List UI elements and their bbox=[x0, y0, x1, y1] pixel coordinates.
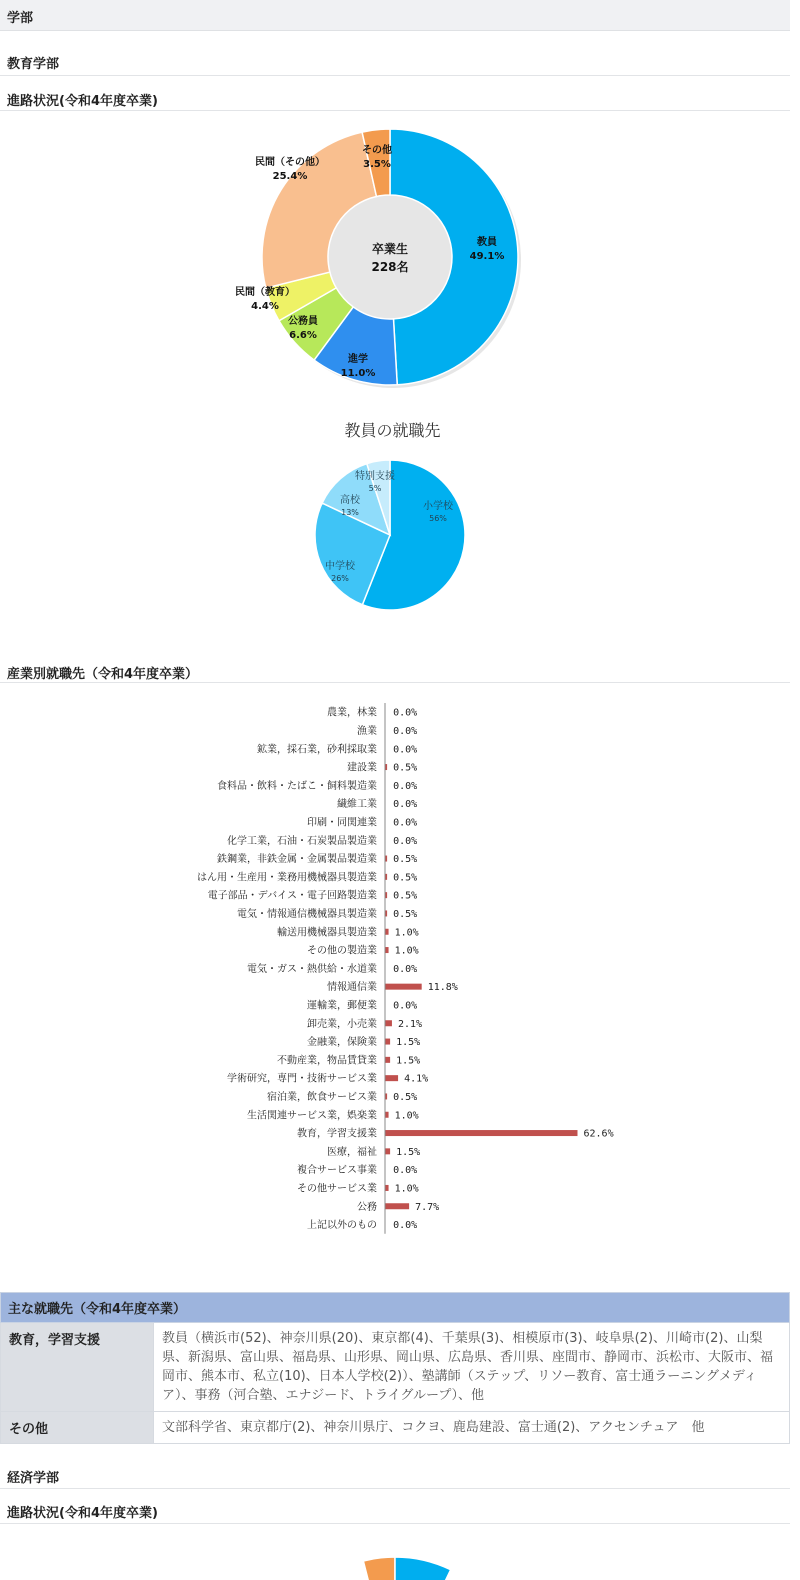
donut-slice-value: 25.4% bbox=[272, 171, 308, 182]
bar-value-label: 1.5% bbox=[396, 1037, 421, 1049]
donut-slice-label: 民間（その他） bbox=[255, 157, 325, 168]
progress-title: 進路状況(令和4年度卒業) bbox=[7, 1506, 158, 1521]
pie-slice-label: 特別支援 bbox=[355, 471, 395, 482]
bar-value-label: 0.0% bbox=[393, 744, 418, 756]
pie-slice-value: 5% bbox=[368, 484, 382, 493]
donut-slice-0 bbox=[363, 1557, 395, 1580]
employers-table bbox=[0, 1292, 790, 1444]
bar-category-label: 医療，福祉 bbox=[327, 1146, 377, 1158]
employers-table-title: 主な就職先（令和4年度卒業） bbox=[1, 1293, 790, 1323]
donut-slice-label: 民間（教育） bbox=[235, 287, 295, 298]
pie-slice-value: 13% bbox=[341, 508, 359, 517]
bar-value-label: 0.5% bbox=[393, 872, 418, 884]
donut-slice-value: 11.0% bbox=[340, 368, 376, 379]
bar bbox=[386, 874, 388, 880]
bar-value-label: 0.5% bbox=[393, 762, 418, 774]
bar-value-label: 1.5% bbox=[396, 1146, 421, 1158]
bar bbox=[386, 1130, 578, 1136]
donut-slice-label: 教員 bbox=[477, 237, 497, 248]
donut-center-value: 228名 bbox=[371, 260, 409, 274]
bar-value-label: 1.0% bbox=[394, 945, 419, 957]
bar-value-label: 1.0% bbox=[394, 1110, 419, 1122]
bar-value-label: 0.0% bbox=[393, 1165, 418, 1177]
donut-slice-1 bbox=[395, 1557, 451, 1580]
bar-category-label: 情報通信業 bbox=[327, 982, 377, 994]
bar-value-label: 0.5% bbox=[393, 908, 418, 920]
progress-title: 進路状況(令和4年度卒業) bbox=[7, 94, 158, 109]
divider bbox=[0, 1488, 790, 1489]
bar-value-label: 0.0% bbox=[393, 817, 418, 829]
bar-category-label: 電気・ガス・熱供給・水道業 bbox=[247, 963, 377, 975]
bar bbox=[386, 1075, 399, 1081]
bar bbox=[386, 910, 388, 916]
teacher-destination-pie-chart bbox=[310, 455, 475, 615]
teacher-chart-title: 教員の就職先 bbox=[344, 421, 441, 440]
bar-category-label: 複合サービス事業 bbox=[297, 1165, 377, 1177]
bar-value-label: 4.1% bbox=[404, 1073, 429, 1085]
bar-category-label: 不動産業，物品賃貸業 bbox=[277, 1055, 377, 1067]
bar-category-label: はん用・生産用・業務用機械器具製造業 bbox=[197, 872, 377, 884]
employer-category: その他 bbox=[1, 1412, 154, 1444]
bar-value-label: 1.0% bbox=[394, 1183, 419, 1195]
bar-value-label: 0.0% bbox=[393, 1220, 418, 1232]
pie-slice-value: 56% bbox=[429, 514, 447, 523]
bar bbox=[386, 947, 389, 953]
divider bbox=[0, 1523, 790, 1524]
bar-value-label: 11.8% bbox=[427, 982, 458, 994]
bar bbox=[386, 856, 388, 862]
section-header-bar bbox=[0, 0, 790, 31]
bar-category-label: 電子部品・デバイス・電子回路製造業 bbox=[207, 890, 377, 902]
bar-category-label: 電気・情報通信機械器具製造業 bbox=[237, 908, 377, 920]
donut-slice-label: 公務員 bbox=[288, 316, 318, 327]
pie-slice-label: 中学校 bbox=[325, 561, 355, 572]
bar-category-label: 化学工業，石油・石炭製品製造業 bbox=[227, 835, 377, 847]
bar-value-label: 0.0% bbox=[393, 799, 418, 811]
bar-value-label: 0.0% bbox=[393, 707, 418, 719]
bar-category-label: 輸送用機械器具製造業 bbox=[277, 927, 377, 939]
bar-category-label: 建設業 bbox=[347, 762, 377, 774]
progress-donut-chart-2 bbox=[330, 1555, 460, 1580]
bar-value-label: 0.0% bbox=[393, 1000, 418, 1012]
bar-category-label: 農業，林業 bbox=[327, 707, 377, 719]
bar-category-label: 宿泊業，飲食サービス業 bbox=[267, 1091, 377, 1103]
bar bbox=[386, 1057, 391, 1063]
bar-value-label: 0.0% bbox=[393, 963, 418, 975]
bar-category-label: 教育，学習支援業 bbox=[297, 1128, 377, 1140]
employer-category: 教育，学習支援 bbox=[1, 1323, 154, 1412]
faculty-title: 経済学部 bbox=[7, 1471, 60, 1486]
bar-value-label: 1.0% bbox=[394, 927, 419, 939]
bar-value-label: 1.5% bbox=[396, 1055, 421, 1067]
donut-slice-label: その他 bbox=[362, 145, 392, 156]
section-header-title: 学部 bbox=[7, 11, 34, 26]
divider bbox=[0, 682, 790, 683]
donut-slice-value: 6.6% bbox=[289, 330, 317, 341]
donut-slice-value: 49.1% bbox=[469, 251, 505, 262]
pie-slice-label: 高校 bbox=[340, 495, 360, 506]
employer-list: 教員（横浜市(52)、神奈川県(20)、東京都(4)、千葉県(3)、相模原市(3)、岐阜県(2)、川崎市(2)、山梨県、新潟県、富山県、福島県、山形県、岡山県、広島県、香川県、座間市、静岡市、浜松市、大阪市、福岡市、熊本市、私立(10)、日本人学校(2)）、塾講師（ステップ、リソー教育、富士通ラーニングメディア）、事務（河合塾、エナジード、トライグループ）、他 bbox=[154, 1323, 790, 1412]
bar-value-label: 0.0% bbox=[393, 835, 418, 847]
bar-category-label: 学術研究，専門・技術サービス業 bbox=[227, 1073, 377, 1085]
progress-donut-chart bbox=[235, 125, 530, 390]
pie-slice-label: 小学校 bbox=[423, 501, 453, 512]
divider bbox=[0, 75, 790, 76]
donut-slice-value: 3.5% bbox=[363, 159, 391, 170]
bar-category-label: 運輸業，郵便業 bbox=[307, 1000, 377, 1012]
industry-title: 産業別就職先（令和4年度卒業） bbox=[7, 667, 199, 682]
bar-category-label: 繊維工業 bbox=[337, 799, 377, 811]
bar-category-label: その他サービス業 bbox=[297, 1183, 377, 1195]
employer-list: 文部科学省、東京都庁(2)、神奈川県庁、コクヨ、鹿島建設、富士通(2)、アクセンチュア 他 bbox=[154, 1412, 790, 1444]
bar bbox=[386, 1185, 389, 1191]
bar-category-label: その他の製造業 bbox=[307, 945, 377, 957]
bar bbox=[386, 1148, 391, 1154]
bar-value-label: 0.0% bbox=[393, 780, 418, 792]
bar-value-label: 0.5% bbox=[393, 1091, 418, 1103]
donut-center-label: 卒業生 bbox=[371, 242, 409, 256]
bar-category-label: 上記以外のもの bbox=[307, 1220, 377, 1232]
donut-slice-value: 4.4% bbox=[251, 301, 279, 312]
donut-slice-label: 進学 bbox=[348, 354, 368, 365]
bar bbox=[386, 764, 388, 770]
bar-value-label: 0.5% bbox=[393, 854, 418, 866]
bar bbox=[386, 984, 422, 990]
bar bbox=[386, 1093, 388, 1099]
pie-slice-value: 26% bbox=[331, 574, 349, 583]
bar-category-label: 漁業 bbox=[357, 725, 377, 737]
bar-category-label: 鉄鋼業，非鉄金属・金属製品製造業 bbox=[217, 854, 377, 866]
bar-value-label: 0.0% bbox=[393, 725, 418, 737]
bar-value-label: 62.6% bbox=[583, 1128, 614, 1140]
bar bbox=[386, 892, 388, 898]
bar-category-label: 金融業，保険業 bbox=[307, 1037, 377, 1049]
bar bbox=[386, 1020, 392, 1026]
bar bbox=[386, 1203, 410, 1209]
bar bbox=[386, 1039, 391, 1045]
bar-value-label: 2.1% bbox=[397, 1018, 423, 1030]
bar-category-label: 印刷・同関連業 bbox=[307, 817, 377, 829]
industry-bar-chart bbox=[0, 700, 790, 1240]
bar-category-label: 食料品・飲料・たばこ・飼料製造業 bbox=[217, 780, 377, 792]
bar-category-label: 鉱業，採石業，砂利採取業 bbox=[257, 744, 377, 756]
bar-value-label: 0.5% bbox=[393, 890, 418, 902]
bar-value-label: 7.7% bbox=[415, 1201, 440, 1213]
bar-category-label: 公務 bbox=[357, 1201, 377, 1213]
bar-category-label: 生活関連サービス業，娯楽業 bbox=[247, 1110, 377, 1122]
bar-category-label: 卸売業，小売業 bbox=[307, 1018, 377, 1030]
bar bbox=[386, 1112, 389, 1118]
divider bbox=[0, 110, 790, 111]
table-row bbox=[1, 1412, 790, 1444]
table-row bbox=[1, 1323, 790, 1412]
bar bbox=[386, 929, 389, 935]
faculty-title: 教育学部 bbox=[7, 57, 60, 72]
